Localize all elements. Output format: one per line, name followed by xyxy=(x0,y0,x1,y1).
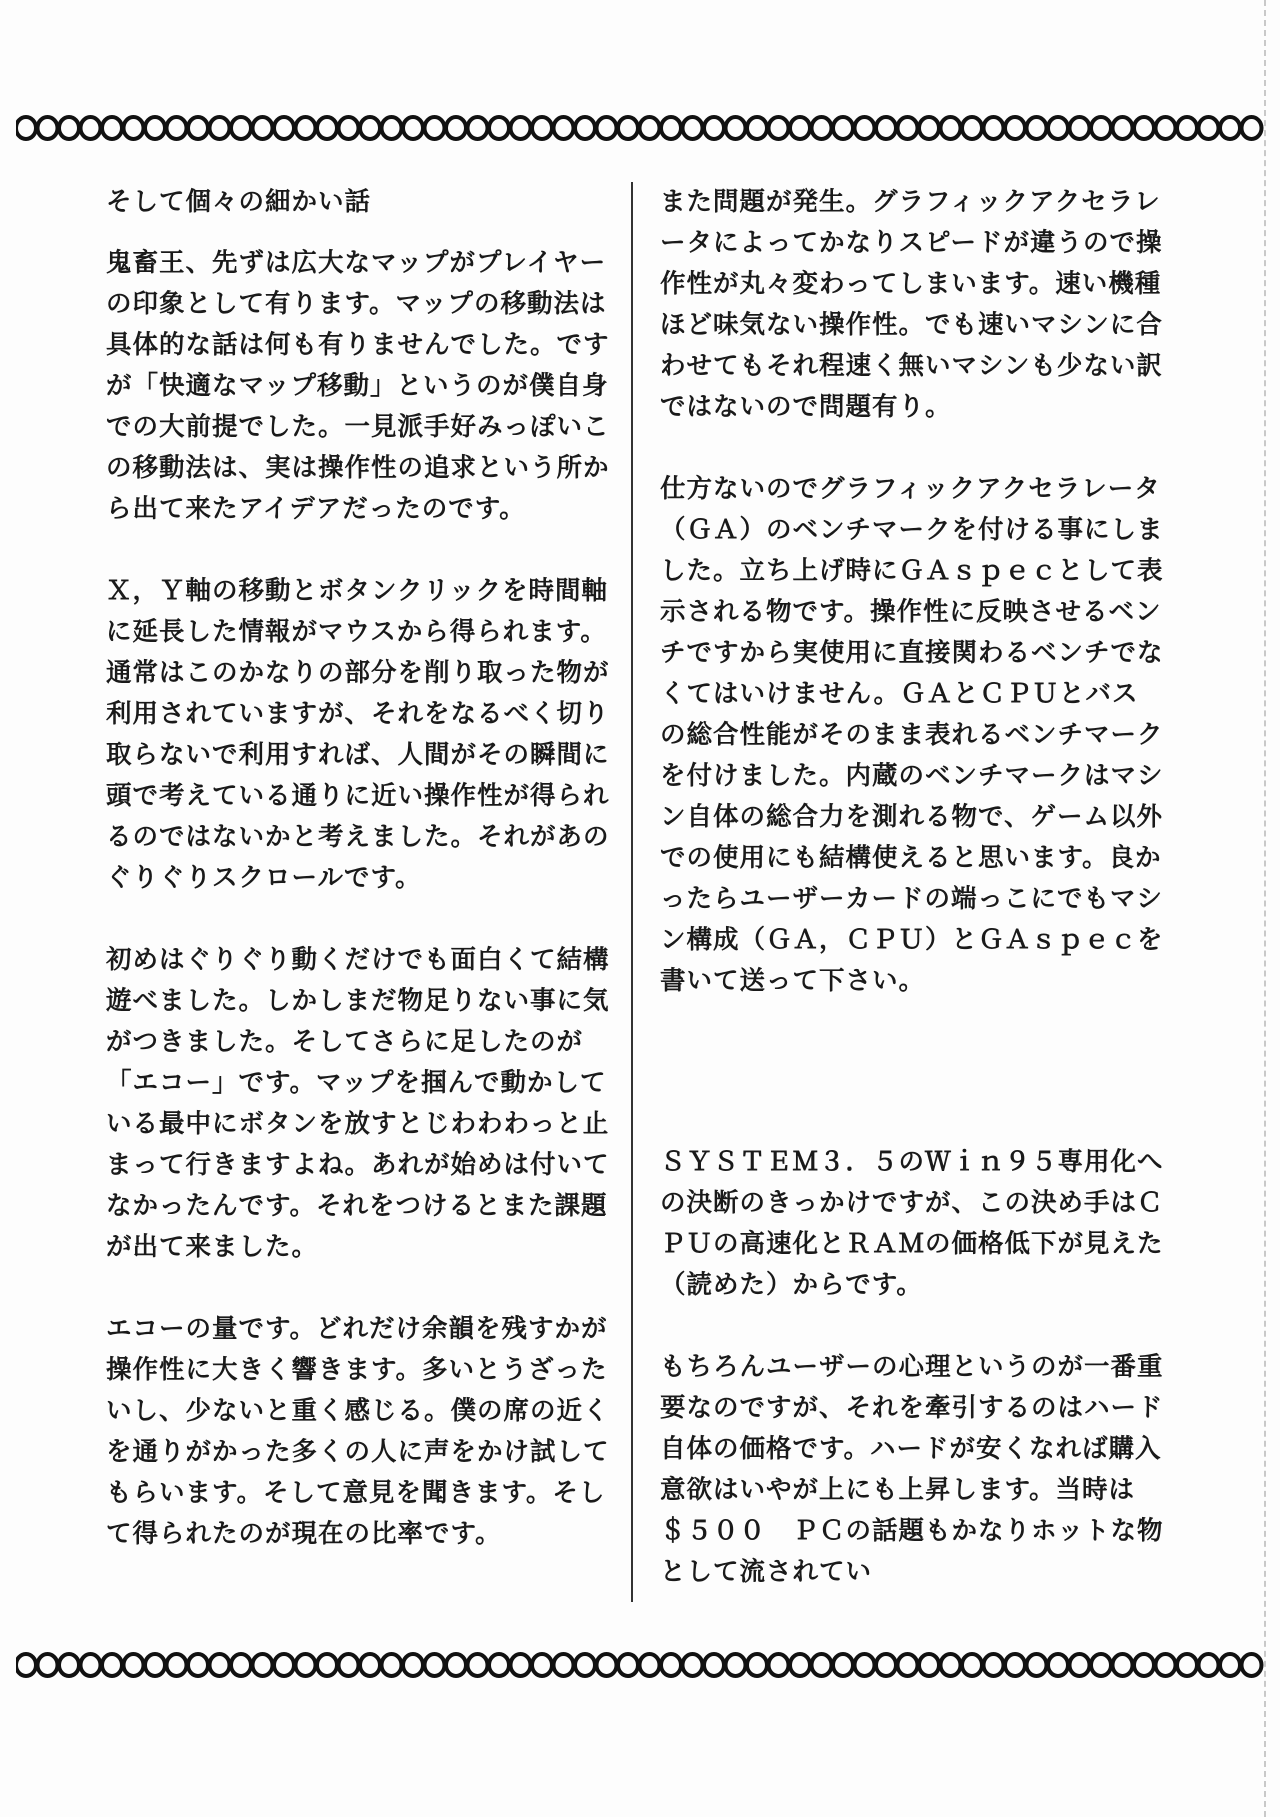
ring-link xyxy=(855,1654,875,1676)
ring-link xyxy=(919,1654,939,1676)
ring-link xyxy=(81,117,101,139)
ring-link xyxy=(747,1654,767,1676)
ring-link xyxy=(769,1654,789,1676)
ring-link xyxy=(554,117,574,139)
column-divider xyxy=(631,182,633,1602)
ring-link xyxy=(145,117,165,139)
ring-link xyxy=(962,117,982,139)
ring-link xyxy=(446,117,466,139)
ring-link xyxy=(812,1654,832,1676)
ring-link xyxy=(962,1654,982,1676)
ring-link xyxy=(16,117,36,139)
ring-link xyxy=(511,1654,531,1676)
ring-link xyxy=(1177,1654,1197,1676)
ring-link xyxy=(489,117,509,139)
ring-link xyxy=(231,1654,251,1676)
ring-link xyxy=(532,1654,552,1676)
ring-link xyxy=(1027,1654,1047,1676)
ring-link xyxy=(167,117,187,139)
ring-link xyxy=(1005,117,1025,139)
ring-link xyxy=(1134,117,1154,139)
ring-link xyxy=(984,1654,1004,1676)
ring-link xyxy=(16,1654,36,1676)
ring-link xyxy=(1070,117,1090,139)
ring-link xyxy=(1134,1654,1154,1676)
ring-link xyxy=(210,1654,230,1676)
ring-link xyxy=(446,1654,466,1676)
paragraph: また問題が発生。グラフィックアクセラレータによってかなりスピードが違うので操作性が丸々変わってしまいます。速い機種ほど味気ない操作性。でも速いマシンに合わせてもそれ程速く無いマシンも少ない訳ではないので問題有り。 xyxy=(660,187,1163,422)
paragraph: もちろんユーザーの心理というのが一番重要なのですが、それを牽引するのはハード自体の価格です。ハードが安くなれば購入意欲はいやが上にも上昇します。当時は＄５００ ＰＣの話題もかなりホットな物として流されてい xyxy=(660,1352,1164,1587)
ring-link xyxy=(554,1654,574,1676)
ring-link xyxy=(167,1654,187,1676)
ring-link xyxy=(941,1654,961,1676)
ring-link xyxy=(59,1654,79,1676)
ring-link xyxy=(489,1654,509,1676)
ring-link xyxy=(661,117,681,139)
ring-link xyxy=(339,1654,359,1676)
ring-link xyxy=(38,1654,58,1676)
ring-link xyxy=(1199,1654,1219,1676)
ring-link xyxy=(1048,1654,1068,1676)
right-column xyxy=(660,182,1165,1634)
ring-link xyxy=(317,117,337,139)
ring-link xyxy=(1048,117,1068,139)
ring-link xyxy=(919,117,939,139)
ring-link xyxy=(468,117,488,139)
ring-link xyxy=(253,117,273,139)
ring-link xyxy=(339,117,359,139)
ring-link xyxy=(618,1654,638,1676)
ring-link xyxy=(984,117,1004,139)
ring-link xyxy=(640,117,660,139)
ring-link xyxy=(618,117,638,139)
ring-link xyxy=(597,1654,617,1676)
bottom-ring-border xyxy=(16,1650,1266,1680)
ring-link xyxy=(511,117,531,139)
ring-link xyxy=(102,117,122,139)
ring-link xyxy=(274,1654,294,1676)
ring-link xyxy=(403,1654,423,1676)
section-heading: そして個々の細かい話 xyxy=(106,187,372,217)
ring-link xyxy=(683,1654,703,1676)
ring-link xyxy=(1177,117,1197,139)
ring-link xyxy=(1091,117,1111,139)
ring-link xyxy=(661,1654,681,1676)
ring-link xyxy=(683,117,703,139)
ring-link xyxy=(876,117,896,139)
ring-link xyxy=(102,1654,122,1676)
ring-link xyxy=(898,1654,918,1676)
ring-link xyxy=(704,117,724,139)
ring-chain-decoration xyxy=(16,113,1266,143)
ring-link xyxy=(296,117,316,139)
ring-link xyxy=(468,1654,488,1676)
ring-link xyxy=(38,117,58,139)
ring-link xyxy=(1113,1654,1133,1676)
ring-link xyxy=(1091,1654,1111,1676)
paragraph: ＳＹＳＴＥＭ３．５のＷｉｎ９５専用化への決断のきっかけですが、この決め手はＣＰＵの高速化とＲＡＭの価格低下が見えた（読めた）からです。 xyxy=(660,1147,1164,1300)
ring-link xyxy=(1220,117,1240,139)
ring-link xyxy=(425,1654,445,1676)
ring-link xyxy=(855,117,875,139)
ring-link xyxy=(1242,1654,1262,1676)
ring-link xyxy=(124,117,144,139)
ring-link xyxy=(833,1654,853,1676)
ring-link xyxy=(597,117,617,139)
ring-link xyxy=(360,1654,380,1676)
ring-link xyxy=(1005,1654,1025,1676)
ring-chain-decoration xyxy=(16,1650,1266,1680)
ring-link xyxy=(704,1654,724,1676)
ring-link xyxy=(188,1654,208,1676)
ring-link xyxy=(747,117,767,139)
ring-link xyxy=(210,117,230,139)
ring-link xyxy=(1156,117,1176,139)
ring-link xyxy=(790,1654,810,1676)
ring-link xyxy=(403,117,423,139)
paragraph: エコーの量です。どれだけ余韻を残すかが操作性に大きく響きます。多いとうざったいし、少ないと重く感じる。僕の席の近くを通りがかった多くの人に声をかけ試してもらいます。そして意見を聞きます。そして得られたのが現在の比率です。 xyxy=(106,1314,610,1549)
ring-link xyxy=(81,1654,101,1676)
ring-link xyxy=(124,1654,144,1676)
ring-link xyxy=(145,1654,165,1676)
ring-link xyxy=(1070,1654,1090,1676)
ring-link xyxy=(790,117,810,139)
ring-link xyxy=(1113,117,1133,139)
ring-link xyxy=(1199,117,1219,139)
ring-link xyxy=(726,1654,746,1676)
ring-link xyxy=(253,1654,273,1676)
ring-link xyxy=(532,117,552,139)
ring-link xyxy=(833,117,853,139)
ring-link xyxy=(769,117,789,139)
top-ring-border xyxy=(16,113,1266,143)
ring-link xyxy=(898,117,918,139)
ring-link xyxy=(575,1654,595,1676)
ring-link xyxy=(231,117,251,139)
ring-link xyxy=(425,117,445,139)
ring-link xyxy=(360,117,380,139)
ring-link xyxy=(876,1654,896,1676)
ring-link xyxy=(1220,1654,1240,1676)
ring-link xyxy=(382,117,402,139)
ring-link xyxy=(59,117,79,139)
ring-link xyxy=(640,1654,660,1676)
left-column xyxy=(106,182,611,1596)
ring-link xyxy=(188,117,208,139)
page-edge-perforation xyxy=(1264,0,1280,1817)
ring-link xyxy=(1242,117,1262,139)
ring-link xyxy=(382,1654,402,1676)
ring-link xyxy=(1156,1654,1176,1676)
ring-link xyxy=(296,1654,316,1676)
paragraph: 鬼畜王、先ずは広大なマップがプレイヤーの印象として有ります。マップの移動法は具体的な話は何も有りませんでした。ですが「快適なマップ移動」というのが僕自身での大前提でした。一見派手好みっぽいこの移動法は、実は操作性の追求という所から出て来たアイデアだったのです。 xyxy=(106,248,610,524)
paragraph: Ｘ，Ｙ軸の移動とボタンクリックを時間軸に延長した情報がマウスから得られます。通常はこのかなりの部分を削り取った物が利用されていますが、それをなるべく切り取らないで利用すれば、人間がその瞬間に頭で考えている通りに近い操作性が得られるのではないかと考えました。それがあのぐりぐりスクロールです。 xyxy=(106,576,610,893)
ring-link xyxy=(575,117,595,139)
paragraph: 仕方ないのでグラフィックアクセラレータ（ＧＡ）のベンチマークを付ける事にしました。立ち上げ時にＧＡｓｐｅｃとして表示される物です。操作性に反映させるベンチですから実使用に直接関わるベンチでなくてはいけません。ＧＡとＣＰＵとバスの総合性能がそのまま表れるベンチマークを付けました。内蔵のベンチマークはマシン自体の総合力を測れる物で、ゲーム以外での使用にも結構使えると思います。良かったらユーザーカードの端っこにでもマシン構成（ＧＡ，ＣＰＵ）とＧＡｓｐｅｃを書いて送って下さい。 xyxy=(660,474,1164,996)
ring-link xyxy=(274,117,294,139)
ring-link xyxy=(726,117,746,139)
ring-link xyxy=(1027,117,1047,139)
paragraph: 初めはぐりぐり動くだけでも面白くて結構遊べました。しかしまだ物足りない事に気がつきました。そしてさらに足したのが「エコー」です。マップを掴んで動かしている最中にボタンを放すとじわわわっと止まって行きますよね。あれが始めは付いてなかったんです。それをつけるとまた課題が出て来ました。 xyxy=(106,945,610,1262)
ring-link xyxy=(317,1654,337,1676)
ring-link xyxy=(812,117,832,139)
ring-link xyxy=(941,117,961,139)
